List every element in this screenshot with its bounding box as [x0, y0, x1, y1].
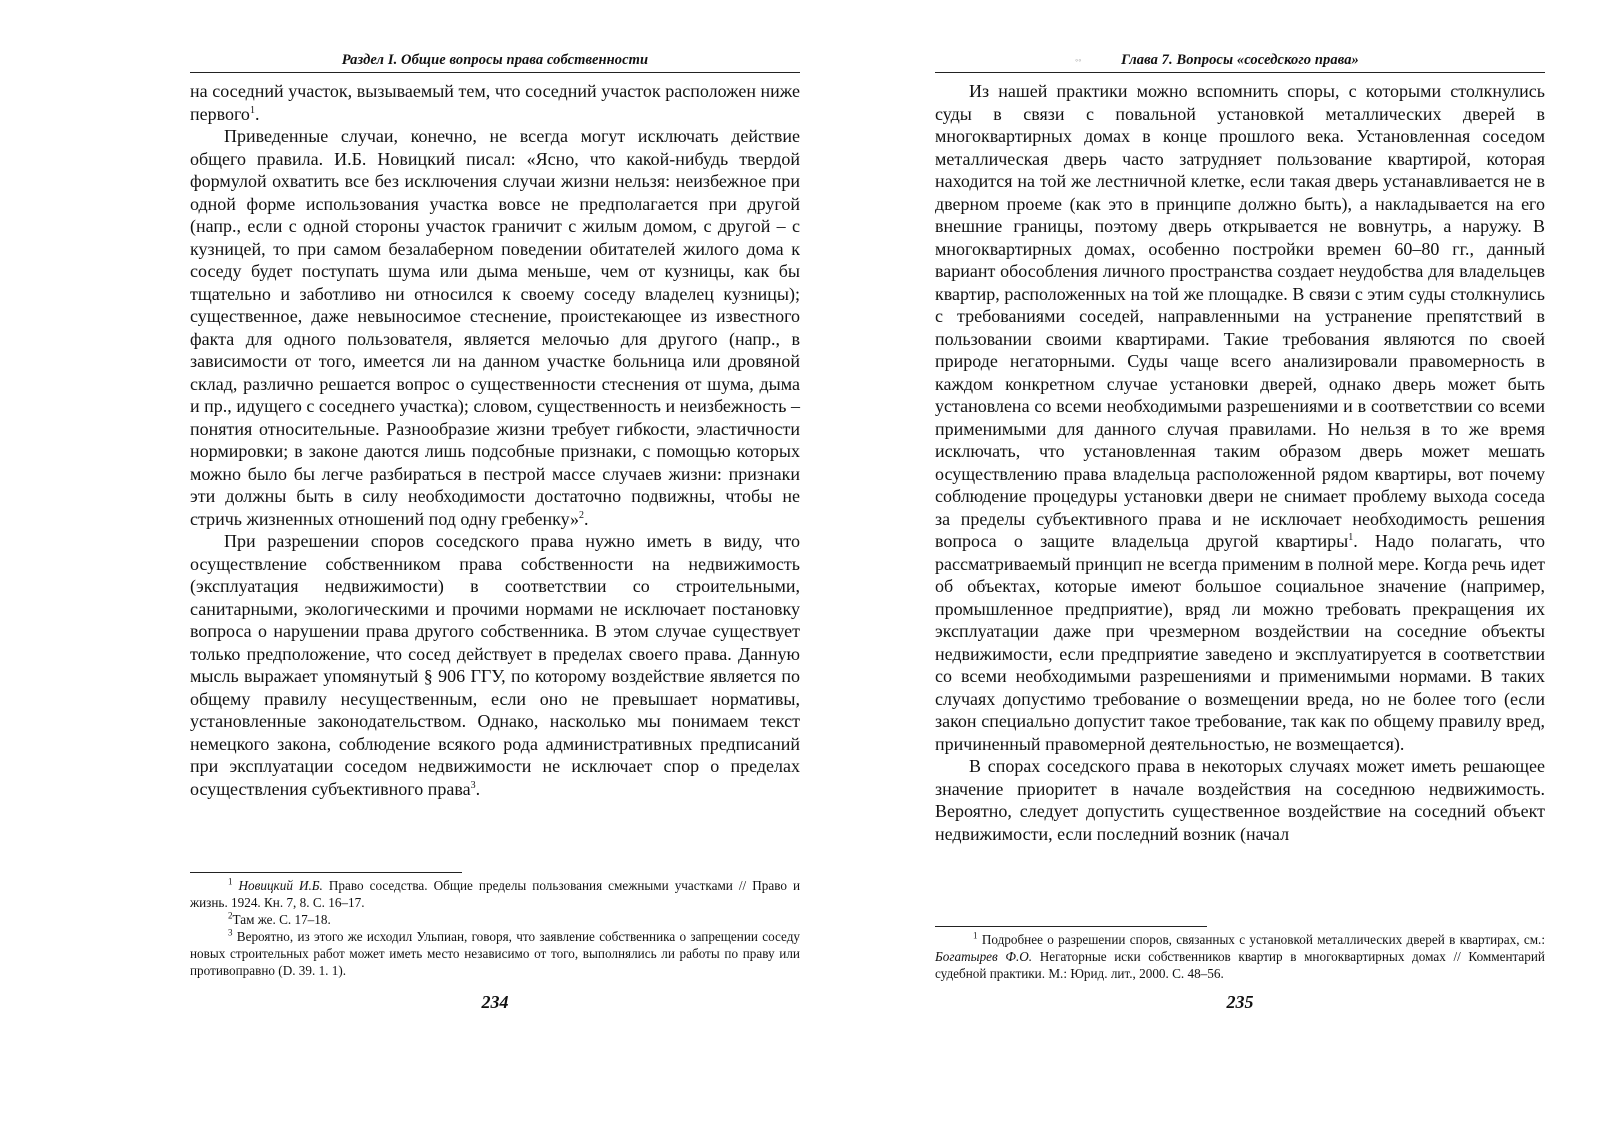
- footnote-text: Вероятно, из этого же исходил Ульпиан, говоря, что заявление собственника о запрещении соседу новых строительных работ может иметь место независимо от того, выполнялись ли работы по праву или противоправно (D. 39. 1. 1).: [190, 929, 800, 978]
- paragraph: Приведенные случаи, конечно, не всегда могут исключать действие общего правила. И.Б. Новицкий писал: «Ясно, что какой-нибудь твердой формулой охватить все без исключения случаи жизни нельзя: неизбежное при одной форме использования участка вовсе не предполагается при другой (напр., если с одной стороны участок граничит с жилым домом, с другой – с кузницей, то при самом безалаберном поведении обитателей жилого дома к соседу будет поступать шума или дыма меньше, чем от кузницы, как бы тщательно и заботливо ни относился к своему соседу владелец кузницы); существенное, даже невыносимое стеснение, проистекающее из известного факта для одного пользователя, является мелочью для другого (напр., в зависимости от того, имеется ли на данном участке больница или дровяной склад, различно решается вопрос о существенности стеснения от шума, дыма и пр., идущего с соседнего участка); словом, существенность и неизбежность – понятия относительные. Разнообразие жизни требует гибкости, эластичности нормировки; в законе даются лишь подсобные признаки, с помощью которых можно было бы легче разбираться в пестрой массе случаев жизни: признаки эти должны быть в силу необходимости достаточно подвижны, чтобы не стричь жизненных отношений под одну гребенку»$^2$.: [190, 126, 800, 529]
- footnote-ref: 1: [1348, 532, 1354, 543]
- running-head: Глава 7. Вопросы «соседского права»: [1121, 52, 1359, 68]
- paragraph-text: . Надо полагать, что рассматриваемый принцип не всегда применим в полной мере. Когда речь идет об объектах, которые имеют большое социальное значение (например, промышленное предприятие), вряд ли можно требовать прекращения их эксплуатации даже при чрезмерном воздействии на соседние объекты недвижимости, если предприятие заведено и эксплуатируется в соответствии со всеми необходимыми разрешениями и применимыми нормами. В таких случаях допустимо требование о возмещении вреда, но не более того (если закон специально допустит такое требование, так как по общему правилу вред, причиненный правомерной деятельностью, не возмещается).: [935, 531, 1545, 754]
- footnote-mark: 3: [228, 927, 233, 938]
- footnote-rule: [935, 926, 1207, 927]
- footnotes: [935, 931, 1545, 982]
- footnote-ref: 3: [470, 779, 476, 791]
- footnote: [190, 928, 800, 979]
- page-number: 234: [481, 992, 509, 1012]
- body-text: [935, 80, 1545, 845]
- paragraph-text: Из нашей практики можно вспомнить споры, с которыми столкнулись суды в связи с повальной установкой металлических дверей в многоквартирных домах в конце прошлого века. Установленная соседом металлическая дверь часто затрудняет пользование квартирой, которая находится на той же лестничной клетке, если такая дверь устанавливается не в дверном проеме (как это в принципе должно быть), а накладывается на его внешние границы, поэтому дверь открывается не вовнутрь, а наружу. В многоквартирных домах, особенно постройки времен 60–80 гг., данный вариант обособления личного пространства создает неудобства для владельцев квартир, расположенных на той же площадке. В связи с этим суды столкнулись с требованиями соседей, направленными на устранение препятствий в пользовании своими квартирами. Такие требования являются по своей природе негаторными. Суды чаще всего анализировали правомерность в каждом конкретном случае установки дверей, однако дверь может быть установлена со всеми необходимыми разрешениями и в соответствии со всеми применимыми для данного случая правилами. Но нельзя в то же время исключать, что установленная таким образом дверь может мешать осуществлению права владельца расположенной рядом квартиры, вот почему соблюдение процедуры установки двери не снимает проблему выхода соседа за пределы субъективного права и не исключает необходимость решения вопроса о защите владельца другой квартиры: [935, 81, 1545, 551]
- footnote-mark: 1: [228, 876, 233, 887]
- footnote-text: Там же. С. 17–18.: [232, 912, 331, 927]
- footnote: [935, 931, 1545, 982]
- running-head: Раздел I. Общие вопросы права собственности: [341, 52, 649, 68]
- left-page: [190, 0, 800, 1133]
- header-rule: [935, 72, 1545, 73]
- paragraph-text: В спорах соседского права в некоторых случаях может иметь решающее значение приоритет в начале воздействия на соседнюю недвижимость. Вероятно, следует допустить существенное воздействие на соседний объект недвижимости, если последний возник (начал: [935, 756, 1545, 844]
- paragraph-text: на соседний участок, вызываемый тем, что соседний участок расположен ниже первого: [190, 81, 800, 124]
- paragraph-text: При разрешении споров соседского права нужно иметь в виду, что осуществление собственником права собственности на недвижимость (эксплуатация недвижимости) в соответствии со строительными, санитарными, экологическими и прочими нормами не исключает постановку вопроса о нарушении права другого собственника. В этом случае существует только предположение, что сосед действует в пределах своего права. Данную мысль выражает упомянутый § 906 ГГУ, по которому воздействие является по общему правилу несущественным, если оно не превышает нормативы, установленные законодательством. Однако, насколько мы понимаем текст немецкого закона, соблюдение всякого рода административных предписаний при эксплуатации соседом недвижимости не исключает спор о пределах осуществления субъективного права: [190, 531, 800, 799]
- footnote-text: Подробнее о разрешении споров, связанных с установкой металлических дверей в квартирах, см.:: [981, 932, 1545, 947]
- footnote-text: Негаторные иски собственников квартир в многоквартирных домах // Комментарий судебной практики. М.: Юрид. лит., 2000. С. 48–56.: [935, 949, 1545, 981]
- footnote-text: Право соседства. Общие пределы пользования смежными участками // Право и жизнь. 1924. Кн. 7, 8. С. 16–17.: [190, 878, 800, 910]
- paragraph: [935, 755, 1545, 845]
- paragraph: При разрешении споров соседского права нужно иметь в виду, что осуществление собственником права собственности на недвижимость (эксплуатация недвижимости) в соответствии со строительными, санитарными, экологическими и прочими нормами не исключает постановку вопроса о нарушении права другого собственника. В этом случае существует только предположение, что сосед действует в пределах своего права. Данную мысль выражает упомянутый § 906 ГГУ, по которому воздействие является по общему правилу несущественным, если оно не превышает нормативы, установленные законодательством. Однако, насколько мы понимаем текст немецкого закона, соблюдение всякого рода административных предписаний при эксплуатации соседом недвижимости не исключает спор о пределах осуществления субъективного права$^3$.: [190, 531, 800, 799]
- paragraph: [935, 80, 1545, 755]
- body-text: [190, 80, 800, 800]
- ornament-icon: ◦◦: [1075, 55, 1082, 65]
- header-rule: [190, 72, 800, 73]
- footnotes: [190, 877, 800, 979]
- footnote-ref: 1: [249, 104, 255, 116]
- right-page: [935, 0, 1545, 1133]
- paragraph-text: Приведенные случаи, конечно, не всегда могут исключать действие общего правила. И.Б. Новицкий писал: «Ясно, что какой-нибудь твердой формулой охватить все без исключения случаи жизни нельзя: неизбежное при одной форме использования участка вовсе не предполагается при другой (напр., если с одной стороны участок граничит с жилым домом, с другой – с кузницей, то при самом безалаберном поведении обитателей жилого дома к соседу будет поступать шума или дыма меньше, чем от кузницы, как бы тщательно и заботливо ни относился к своему соседу владелец кузницы); существенное, даже невыносимое стеснение, проистекающее из известного факта для одного пользователя, является мелочью для другого (напр., в зависимости от того, имеется ли на данном участке больница или дровяной склад, различно решается вопрос о существенности стеснения от шума, дыма и пр., идущего с соседнего участка); словом, существенность и неизбежность – понятия относительные. Разнообразие жизни требует гибкости, эластичности нормировки; в законе даются лишь подсобные признаки, с помощью которых можно было бы легче разбираться в пестрой массе случаев жизни: признаки эти должны быть в силу необходимости достаточно подвижны, чтобы не стричь жизненных отношений под одну гребенку»: [190, 126, 800, 529]
- footnote-ref: 2: [579, 509, 585, 521]
- footnote: [190, 877, 800, 911]
- footnote-author: Новицкий И.Б.: [238, 878, 323, 893]
- footnote-rule: [190, 872, 462, 873]
- footnote: [190, 911, 800, 928]
- footnote-mark: 1: [973, 930, 978, 941]
- footnote-author: Богатырев Ф.О.: [935, 949, 1033, 964]
- paragraph: на соседний участок, вызываемый тем, что соседний участок расположен ниже первого$^1$.: [190, 81, 800, 124]
- footnote-mark: 2: [228, 910, 233, 921]
- page-number: 235: [1226, 992, 1254, 1012]
